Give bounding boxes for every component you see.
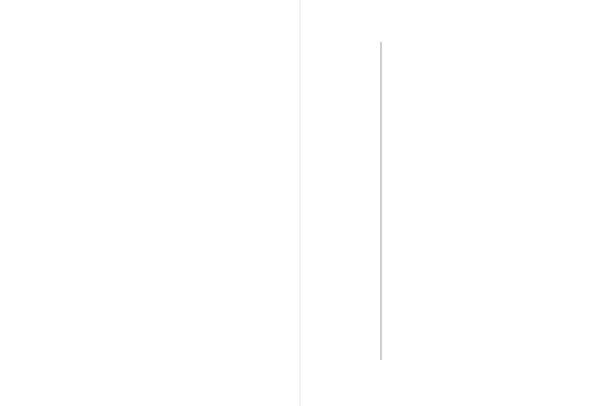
- poem-body: [384, 44, 385, 362]
- poem-notes: [310, 44, 500, 362]
- poem-author: [506, 44, 518, 362]
- right-page: [300, 0, 600, 406]
- left-page-body: [56, 44, 278, 362]
- section-rule: [380, 42, 382, 360]
- poem-title: [520, 44, 546, 362]
